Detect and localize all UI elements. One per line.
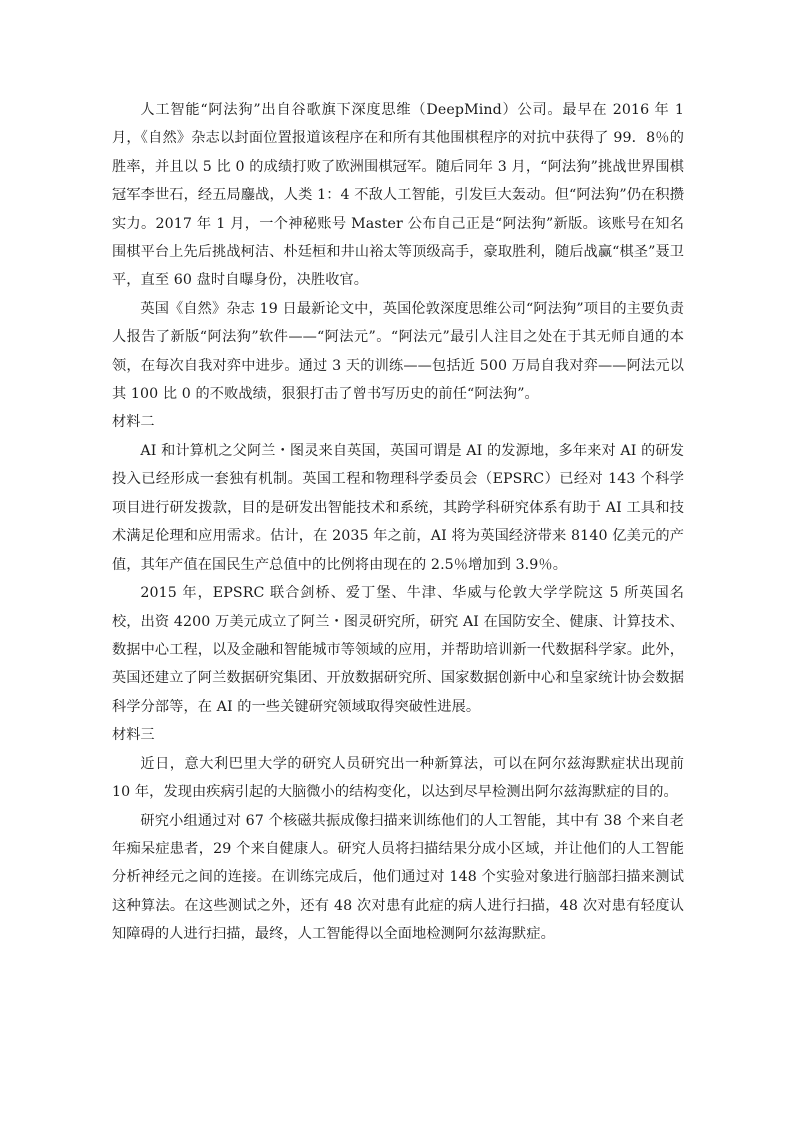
section-heading: 材料三 (112, 727, 155, 744)
document-page (112, 96, 684, 949)
paragraph: 英国《自然》杂志 19 日最新论文中，英国伦敦深度思维公司“阿法狗”项目的主要负责人报告了新版“阿法狗”软件——“阿法元”。“阿法元”最引人注目之处在于其无师自通的本领，在每次自我对弈中进步。通过 3 天的训练——包括近 500 万局自我对弈——阿法元以其 100 比 0 的不败战绩，狠狠打击了曾书写历史的前任“阿法狗”。 (112, 300, 684, 403)
paragraph: 2015 年，EPSRC 联合剑桥、爱丁堡、牛津、华威与伦敦大学学院这 5 所英国名校，出资 4200 万美元成立了阿兰・图灵研究所，研究 AI 在国防安全、健康、计算技术、数据中心工程，以及金融和智能城市等领域的应用，并帮助培训新一代数据科学家。此外，英国还建立了阿兰数据研究集团、开放数据研究所、国家数据创新中心和皇家统计协会数据科学分部等，在 AI 的一些关键研究领域取得突破性进展。 (112, 585, 684, 715)
paragraph: 人工智能“阿法狗”出自谷歌旗下深度思维（DeepMind）公司。最早在 2016 年 1 月，《自然》杂志以封面位置报道该程序在和所有其他围棋程序的对抗中获得了 99．8％的胜率，并且以 5 比 0 的成绩打败了欧洲围棋冠军。随后同年 3 月，“阿法狗”挑战世界围棋冠军李世石，经五局鏖战，人类 1：4 不敌人工智能，引发巨大轰动。但“阿法狗”仍在积攒实力。2017 年 1 月，一个神秘账号 Master 公布自己正是“阿法狗”新版。该账号在知名围棋平台上先后挑战柯洁、朴廷桓和井山裕太等顶级高手，豪取胜利，随后战赢“棋圣”聂卫平，直至 60 盘时自曝身份，决胜收官。 (112, 102, 684, 289)
section-heading: 材料二 (112, 414, 155, 431)
paragraph: AI 和计算机之父阿兰・图灵来自英国，英国可谓是 AI 的发源地，多年来对 AI 的研发投入已经形成一套独有机制。英国工程和物理科学委员会（EPSRC）已经对 143 个科学项目进行研发拨款，目的是研发出智能技术和系统，其跨学科研究体系有助于 AI 工具和技术满足伦理和应用需求。估计，在 2035 年之前，AI 将为英国经济带来 8140 亿美元的产值，其年产值在国民生产总值中的比例将由现在的 2.5％增加到 3.9％。 (112, 443, 684, 573)
paragraph: 近日，意大利巴里大学的研究人员研究出一种新算法，可以在阿尔兹海默症状出现前 10 年，发现由疾病引起的大脑微小的结构变化，以达到尽早检测出阿尔兹海默症的目的。 (112, 755, 684, 801)
paragraph: 研究小组通过对 67 个核磁共振成像扫描来训练他们的人工智能，其中有 38 个来自老年痴呆症患者，29 个来自健康人。研究人员将扫描结果分成小区域，并让他们的人工智能分析神经元之间的连接。在训练完成后，他们通过对 148 个实验对象进行脑部扫描来测试这种算法。在这些测试之外，还有 48 次对患有此症的病人进行扫描，48 次对患有轻度认知障碍的人进行扫描，最终，人工智能得以全面地检测阿尔兹海默症。 (112, 812, 684, 943)
